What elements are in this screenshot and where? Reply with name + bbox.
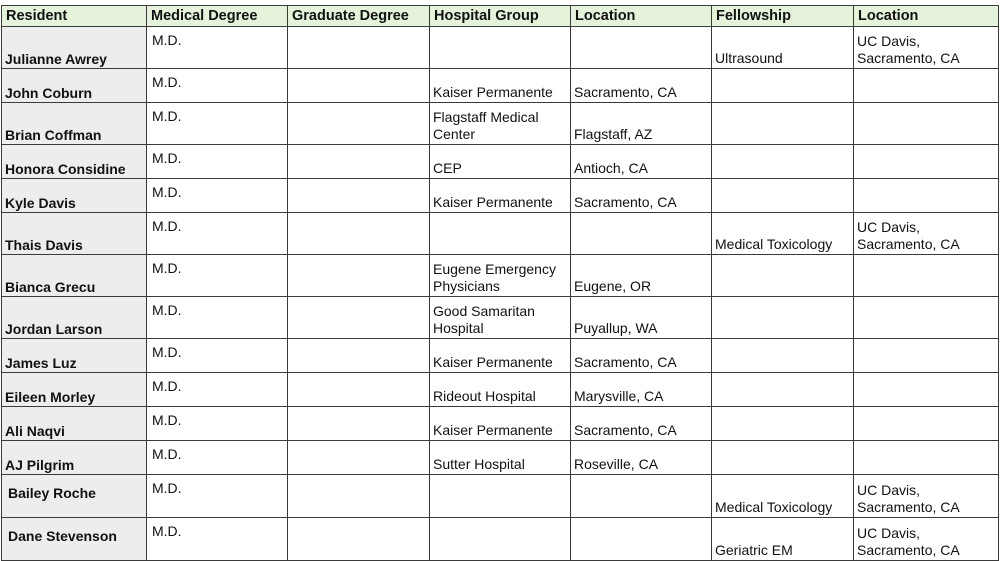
medical-degree-cell-text: M.D. [152, 74, 182, 90]
resident-cell [2, 103, 147, 145]
location-cell [571, 27, 712, 69]
medical-degree-cell [147, 475, 288, 518]
header-graduate-degree: Graduate Degree [288, 6, 430, 27]
fellowship-cell [712, 407, 854, 441]
fellowship-location-cell [854, 518, 999, 561]
medical-degree-cell [147, 518, 288, 561]
location-cell-text: Sacramento, CA [574, 422, 677, 438]
medical-degree-cell-text: M.D. [152, 480, 182, 496]
resident-cell [2, 373, 147, 407]
table-body [2, 27, 999, 561]
resident-cell-text: Kyle Davis [5, 195, 76, 211]
medical-degree-cell [147, 103, 288, 145]
hospital-group-cell-text: Flagstaff Medical Center [433, 109, 539, 142]
fellowship-location-cell [854, 339, 999, 373]
fellowship-location-cell-text: UC Davis, Sacramento, CA [857, 525, 960, 558]
fellowship-cell-text: Medical Toxicology [715, 499, 833, 515]
hospital-group-cell-text: Rideout Hospital [433, 388, 536, 404]
resident-cell-text: Julianne Awrey [5, 51, 107, 67]
medical-degree-cell [147, 213, 288, 255]
graduate-degree-cell [288, 213, 430, 255]
hospital-group-cell-text: Eugene Emergency Physicians [433, 261, 556, 294]
table-row [2, 69, 999, 103]
location-cell [571, 69, 712, 103]
header-location: Location [571, 6, 712, 27]
fellowship-location-cell [854, 373, 999, 407]
fellowship-location-cell [854, 297, 999, 339]
header-hospital-group: Hospital Group [430, 6, 571, 27]
medical-degree-cell-text: M.D. [152, 344, 182, 360]
location-cell [571, 145, 712, 179]
hospital-group-cell [430, 145, 571, 179]
hospital-group-cell [430, 103, 571, 145]
fellowship-location-cell-text: UC Davis, Sacramento, CA [857, 482, 960, 515]
graduate-degree-cell [288, 179, 430, 213]
table-row [2, 373, 999, 407]
resident-cell-text: Thais Davis [5, 237, 83, 253]
location-cell [571, 297, 712, 339]
table-row [2, 213, 999, 255]
fellowship-cell [712, 475, 854, 518]
hospital-group-cell-text: Good Samaritan Hospital [433, 303, 535, 336]
location-cell-text: Roseville, CA [574, 456, 659, 472]
fellowship-location-cell [854, 213, 999, 255]
medical-degree-cell-text: M.D. [152, 446, 182, 462]
table-row [2, 145, 999, 179]
fellowship-cell [712, 255, 854, 297]
medical-degree-cell [147, 373, 288, 407]
fellowship-location-cell [854, 103, 999, 145]
location-cell-text: Sacramento, CA [574, 354, 677, 370]
fellowship-cell [712, 297, 854, 339]
resident-cell-text: Bianca Grecu [5, 279, 96, 295]
resident-cell [2, 475, 147, 518]
fellowship-cell [712, 339, 854, 373]
table-row [2, 255, 999, 297]
header-medical-degree: Medical Degree [147, 6, 288, 27]
fellowship-cell [712, 179, 854, 213]
medical-degree-cell [147, 407, 288, 441]
table-row [2, 297, 999, 339]
table-row [2, 441, 999, 475]
hospital-group-cell [430, 179, 571, 213]
fellowship-cell-text: Medical Toxicology [715, 236, 833, 252]
fellowship-location-cell-text: UC Davis, Sacramento, CA [857, 219, 960, 252]
graduate-degree-cell [288, 339, 430, 373]
medical-degree-cell [147, 297, 288, 339]
resident-cell-text: Jordan Larson [5, 321, 103, 337]
graduate-degree-cell [288, 255, 430, 297]
resident-cell [2, 179, 147, 213]
table-row [2, 179, 999, 213]
fellowship-location-cell [854, 179, 999, 213]
location-cell [571, 373, 712, 407]
resident-cell-text: Ali Naqvi [5, 423, 65, 439]
medical-degree-cell [147, 339, 288, 373]
resident-cell-text: Eileen Morley [5, 389, 96, 405]
table-row [2, 518, 999, 561]
location-cell-text: Marysville, CA [574, 388, 664, 404]
hospital-group-cell [430, 407, 571, 441]
hospital-group-cell-text: Kaiser Permanente [433, 422, 553, 438]
location-cell [571, 255, 712, 297]
resident-cell [2, 339, 147, 373]
resident-cell-text: John Coburn [5, 85, 93, 101]
hospital-group-cell [430, 339, 571, 373]
fellowship-location-cell [854, 145, 999, 179]
location-cell-text: Flagstaff, AZ [574, 126, 653, 142]
medical-degree-cell-text: M.D. [152, 412, 182, 428]
resident-cell-text: AJ Pilgrim [5, 457, 75, 473]
fellowship-cell [712, 103, 854, 145]
hospital-group-cell [430, 69, 571, 103]
hospital-group-cell-text: Kaiser Permanente [433, 194, 553, 210]
hospital-group-cell [430, 475, 571, 518]
medical-degree-cell [147, 255, 288, 297]
header-fellowship-location: Location [854, 6, 999, 27]
resident-cell-text: Honora Considine [5, 161, 126, 177]
resident-cell [2, 145, 147, 179]
table-row [2, 103, 999, 145]
graduate-degree-cell [288, 373, 430, 407]
fellowship-cell [712, 27, 854, 69]
graduate-degree-cell [288, 145, 430, 179]
fellowship-cell [712, 69, 854, 103]
graduate-degree-cell [288, 441, 430, 475]
resident-cell [2, 69, 147, 103]
header-resident: Resident [2, 6, 147, 27]
hospital-group-cell-text: CEP [433, 160, 462, 176]
table-header [2, 6, 999, 27]
hospital-group-cell-text: Kaiser Permanente [433, 354, 553, 370]
location-cell-text: Sacramento, CA [574, 194, 677, 210]
location-cell [571, 475, 712, 518]
location-cell-text: Eugene, OR [574, 278, 652, 294]
medical-degree-cell [147, 27, 288, 69]
fellowship-cell [712, 213, 854, 255]
fellowship-location-cell [854, 475, 999, 518]
hospital-group-cell [430, 255, 571, 297]
fellowship-cell [712, 145, 854, 179]
resident-cell [2, 407, 147, 441]
table-row [2, 339, 999, 373]
location-cell-text: Antioch, CA [574, 160, 648, 176]
fellowship-location-cell [854, 255, 999, 297]
hospital-group-cell [430, 213, 571, 255]
graduate-degree-cell [288, 518, 430, 561]
hospital-group-cell [430, 373, 571, 407]
hospital-group-cell [430, 441, 571, 475]
fellowship-cell-text: Geriatric EM [715, 542, 793, 558]
medical-degree-cell-text: M.D. [152, 108, 182, 124]
medical-degree-cell-text: M.D. [152, 302, 182, 318]
header-row [2, 6, 999, 27]
graduate-degree-cell [288, 103, 430, 145]
location-cell [571, 518, 712, 561]
medical-degree-cell [147, 179, 288, 213]
fellowship-cell [712, 518, 854, 561]
fellowship-location-cell [854, 407, 999, 441]
hospital-group-cell-text: Kaiser Permanente [433, 84, 553, 100]
location-cell [571, 407, 712, 441]
graduate-degree-cell [288, 475, 430, 518]
fellowship-location-cell [854, 27, 999, 69]
fellowship-cell-text: Ultrasound [715, 50, 783, 66]
resident-cell [2, 213, 147, 255]
medical-degree-cell-text: M.D. [152, 260, 182, 276]
graduate-degree-cell [288, 27, 430, 69]
medical-degree-cell [147, 441, 288, 475]
hospital-group-cell-text: Sutter Hospital [433, 456, 525, 472]
medical-degree-cell [147, 145, 288, 179]
fellowship-location-cell [854, 69, 999, 103]
resident-cell [2, 518, 147, 561]
location-cell [571, 179, 712, 213]
resident-cell-text: Brian Coffman [5, 127, 102, 143]
resident-cell [2, 297, 147, 339]
medical-degree-cell-text: M.D. [152, 184, 182, 200]
location-cell [571, 213, 712, 255]
location-cell [571, 103, 712, 145]
header-fellowship: Fellowship [712, 6, 854, 27]
medical-degree-cell-text: M.D. [152, 32, 182, 48]
residents-table [1, 5, 999, 561]
hospital-group-cell [430, 27, 571, 69]
resident-cell-text: Dane Stevenson [8, 527, 117, 544]
medical-degree-cell-text: M.D. [152, 523, 182, 539]
graduate-degree-cell [288, 297, 430, 339]
resident-cell [2, 27, 147, 69]
medical-degree-cell [147, 69, 288, 103]
hospital-group-cell [430, 297, 571, 339]
fellowship-location-cell [854, 441, 999, 475]
medical-degree-cell-text: M.D. [152, 218, 182, 234]
location-cell [571, 339, 712, 373]
resident-cell-text: James Luz [5, 355, 77, 371]
location-cell-text: Sacramento, CA [574, 84, 677, 100]
location-cell-text: Puyallup, WA [574, 320, 658, 336]
medical-degree-cell-text: M.D. [152, 378, 182, 394]
medical-degree-cell-text: M.D. [152, 150, 182, 166]
resident-cell [2, 255, 147, 297]
table-row [2, 27, 999, 69]
location-cell [571, 441, 712, 475]
fellowship-location-cell-text: UC Davis, Sacramento, CA [857, 33, 960, 66]
table-row [2, 407, 999, 441]
fellowship-cell [712, 373, 854, 407]
fellowship-cell [712, 441, 854, 475]
resident-cell-text: Bailey Roche [8, 484, 96, 501]
table-row [2, 475, 999, 518]
graduate-degree-cell [288, 407, 430, 441]
hospital-group-cell [430, 518, 571, 561]
resident-cell [2, 441, 147, 475]
graduate-degree-cell [288, 69, 430, 103]
